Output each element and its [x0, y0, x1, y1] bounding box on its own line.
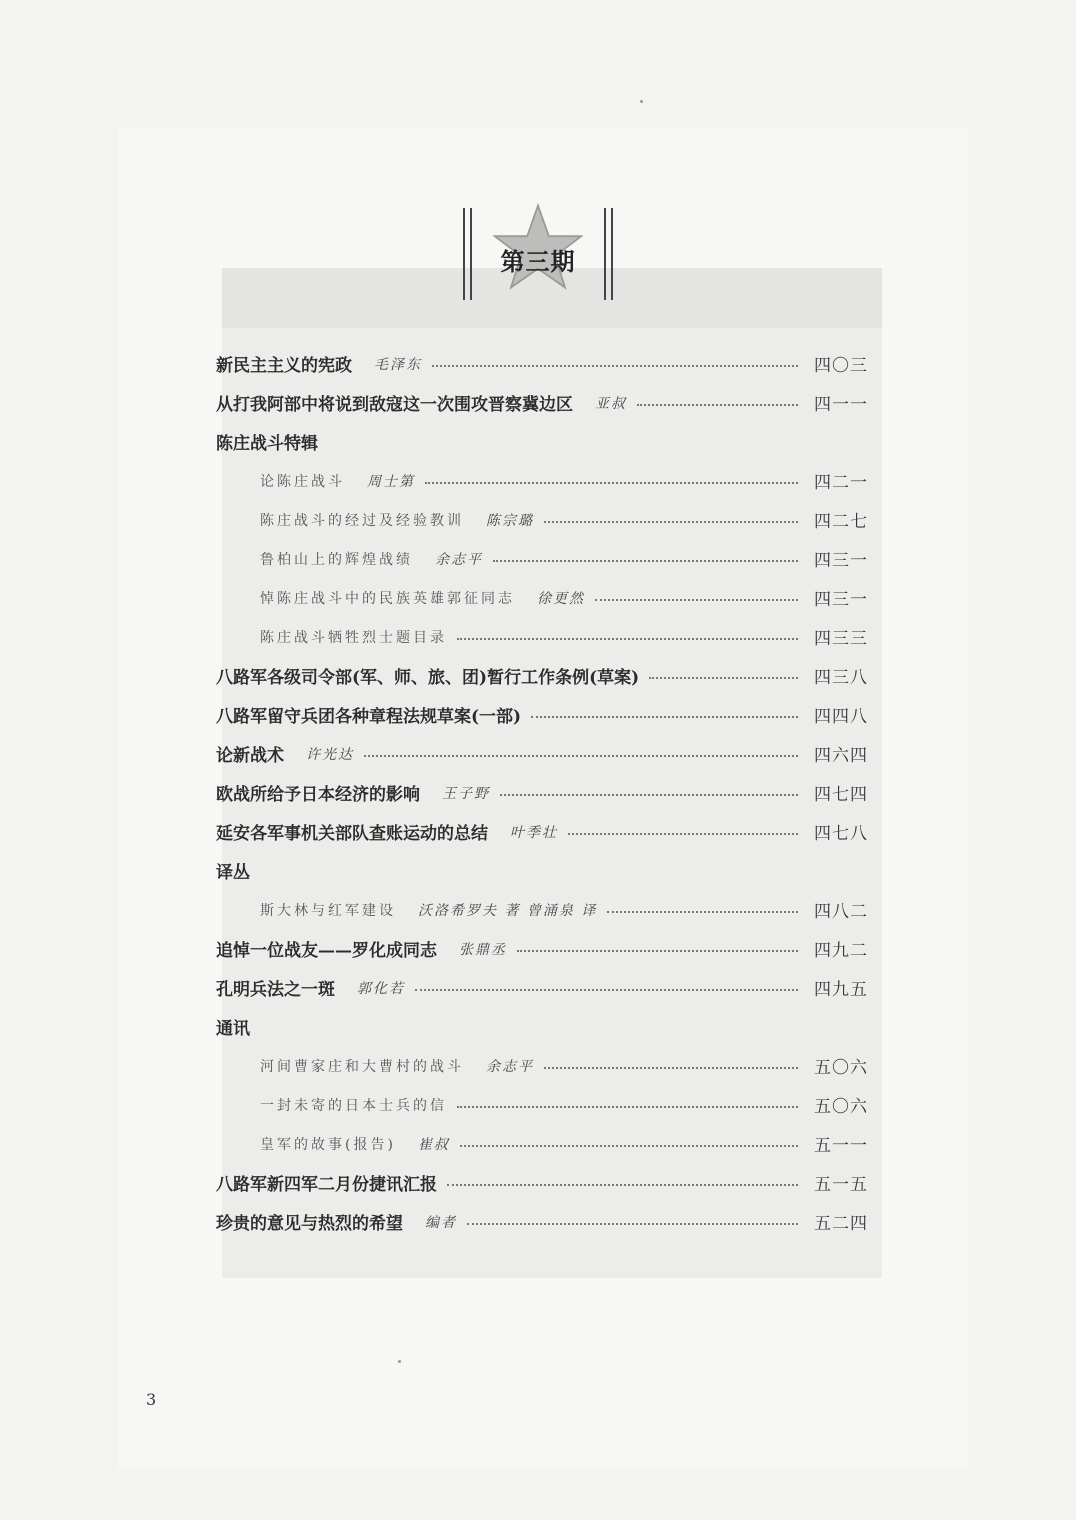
dot-leader — [649, 677, 798, 679]
toc-entry-page: 四九五 — [814, 980, 868, 1000]
toc-entry — [216, 890, 868, 929]
toc-entry — [216, 656, 868, 695]
toc-entry — [216, 461, 868, 500]
toc-entry-title: 八路军留守兵团各种章程法规草案(一部) — [216, 707, 522, 727]
toc-entry-author: 编者 — [425, 1214, 457, 1231]
toc-entry-title: 河间曹家庄和大曹村的战斗 — [260, 1058, 464, 1075]
toc-entry-page: 四二七 — [814, 512, 868, 532]
dot-leader — [531, 716, 798, 718]
toc-entry-title: 孔明兵法之一斑 — [216, 980, 335, 1000]
toc-entry — [216, 812, 868, 851]
page-number: 3 — [146, 1390, 157, 1409]
toc-entry-title: 论新战术 — [216, 746, 284, 766]
toc-entry-page: 五〇六 — [814, 1058, 868, 1078]
toc-entry-page: 四一一 — [814, 395, 868, 415]
toc-entry-page: 五一一 — [814, 1136, 868, 1156]
toc-entry-page: 四七八 — [814, 824, 868, 844]
toc-entry-author: 余志平 — [435, 551, 483, 568]
toc-entry-page: 四四八 — [814, 707, 868, 727]
toc-entry-page: 四二一 — [814, 473, 868, 493]
toc-entry — [216, 617, 868, 656]
toc-entry-title: 八路军各级司令部(军、师、旅、团)暂行工作条例(草案) — [216, 668, 640, 688]
dot-leader — [457, 1106, 798, 1108]
dot-leader — [493, 560, 798, 562]
dot-leader — [447, 1184, 798, 1186]
toc-entry-title: 珍贵的意见与热烈的希望 — [216, 1214, 403, 1234]
paper-speck — [640, 100, 643, 103]
dot-leader — [595, 599, 798, 601]
toc-entry-page: 四三一 — [814, 590, 868, 610]
toc-entry-page: 四三八 — [814, 668, 868, 688]
toc-entry-page: 五〇六 — [814, 1097, 868, 1117]
toc-entry — [216, 734, 868, 773]
dot-leader — [637, 404, 798, 406]
toc-entry — [216, 773, 868, 812]
toc-entry-author: 沃洛希罗夫 著 曾涌泉 译 — [418, 902, 598, 919]
toc-entry-author: 周士第 — [367, 473, 415, 490]
toc-section-heading — [216, 851, 868, 890]
toc-entry — [216, 539, 868, 578]
toc-entry-author: 叶季壮 — [510, 824, 558, 841]
toc-entry-page: 四七四 — [814, 785, 868, 805]
toc-entry-title: 八路军新四军二月份捷讯汇报 — [216, 1175, 437, 1195]
dot-leader — [500, 794, 798, 796]
dot-leader — [517, 950, 798, 952]
dot-leader — [467, 1223, 798, 1225]
toc-entry-title: 陈庄战斗牺牲烈士题目录 — [260, 629, 447, 646]
toc-entry — [216, 968, 868, 1007]
dot-leader — [544, 1067, 798, 1069]
toc-entry-title: 陈庄战斗的经过及经验教训 — [260, 512, 464, 529]
toc-section-heading — [216, 1007, 868, 1046]
toc-entry — [216, 578, 868, 617]
toc-entry-title: 论陈庄战斗 — [260, 473, 345, 490]
toc-entry-author: 余志平 — [486, 1058, 534, 1075]
toc-entry-title: 通讯 — [216, 1019, 250, 1039]
toc-entry — [216, 500, 868, 539]
toc-section-heading — [216, 422, 868, 461]
toc-entry — [216, 929, 868, 968]
toc-entry-author: 崔叔 — [417, 1136, 450, 1153]
toc-entry-title: 从打我阿部中将说到敌寇这一次围攻晋察冀边区 — [216, 395, 573, 415]
dot-leader — [457, 638, 798, 640]
toc-entry — [216, 1124, 868, 1163]
toc-entry-page: 四九二 — [814, 941, 868, 961]
toc-entry-page: 五二四 — [814, 1214, 868, 1234]
toc-entry — [216, 695, 868, 734]
toc-entry — [216, 1202, 868, 1241]
toc-entry — [216, 1085, 868, 1124]
toc-entry-title: 译丛 — [216, 863, 250, 883]
toc-entry-author: 张鼎丞 — [459, 941, 507, 958]
toc-entry-title: 皇军的故事(报告) — [260, 1136, 396, 1153]
header-rule-right — [604, 208, 606, 300]
toc-entry-title: 陈庄战斗特辑 — [216, 434, 318, 454]
toc-entry-page: 四八二 — [814, 902, 868, 922]
toc-entry-title: 追悼一位战友——罗化成同志 — [216, 941, 437, 961]
toc-entry-title: 斯大林与红军建设 — [260, 902, 396, 919]
toc-entry — [216, 1046, 868, 1085]
toc-entry-title: 延安各军事机关部队查账运动的总结 — [216, 824, 488, 844]
toc-entry-title: 悼陈庄战斗中的民族英雄郭征同志 — [260, 590, 515, 607]
dot-leader — [364, 755, 798, 757]
toc-entry-page: 四三三 — [814, 629, 868, 649]
header-rule-right — [611, 208, 613, 300]
toc-entry — [216, 383, 868, 422]
toc-entry-author: 王子野 — [442, 785, 490, 802]
toc-entry-title: 鲁柏山上的辉煌战绩 — [260, 551, 413, 568]
toc-entry — [216, 344, 868, 383]
toc-entry-author: 亚叔 — [595, 395, 627, 412]
toc-entry-title: 新民主主义的宪政 — [216, 356, 352, 376]
toc-entry-page: 四〇三 — [814, 356, 868, 376]
toc-entry-author: 毛泽东 — [374, 356, 422, 373]
dot-leader — [568, 833, 798, 835]
toc-entry-author: 徐更然 — [537, 590, 585, 607]
paper-speck — [398, 1360, 401, 1363]
toc-entry-author: 郭化若 — [357, 980, 405, 997]
issue-header — [463, 208, 613, 303]
dot-leader — [544, 521, 798, 523]
toc-entry-page: 五一五 — [814, 1175, 868, 1195]
toc-entry-page: 四六四 — [814, 746, 868, 766]
dot-leader — [607, 911, 798, 913]
toc-entry-title: 一封未寄的日本士兵的信 — [260, 1097, 447, 1114]
toc-entry-page: 四三一 — [814, 551, 868, 571]
dot-leader — [425, 482, 798, 484]
toc-entry-author: 许光达 — [306, 746, 354, 763]
dot-leader — [415, 989, 798, 991]
table-of-contents — [216, 344, 868, 1241]
toc-entry-title: 欧战所给予日本经济的影响 — [216, 785, 420, 805]
toc-entry-author: 陈宗璐 — [486, 512, 534, 529]
issue-title: 第三期 — [500, 247, 576, 276]
toc-entry — [216, 1163, 868, 1202]
dot-leader — [460, 1145, 798, 1147]
dot-leader — [432, 365, 798, 367]
